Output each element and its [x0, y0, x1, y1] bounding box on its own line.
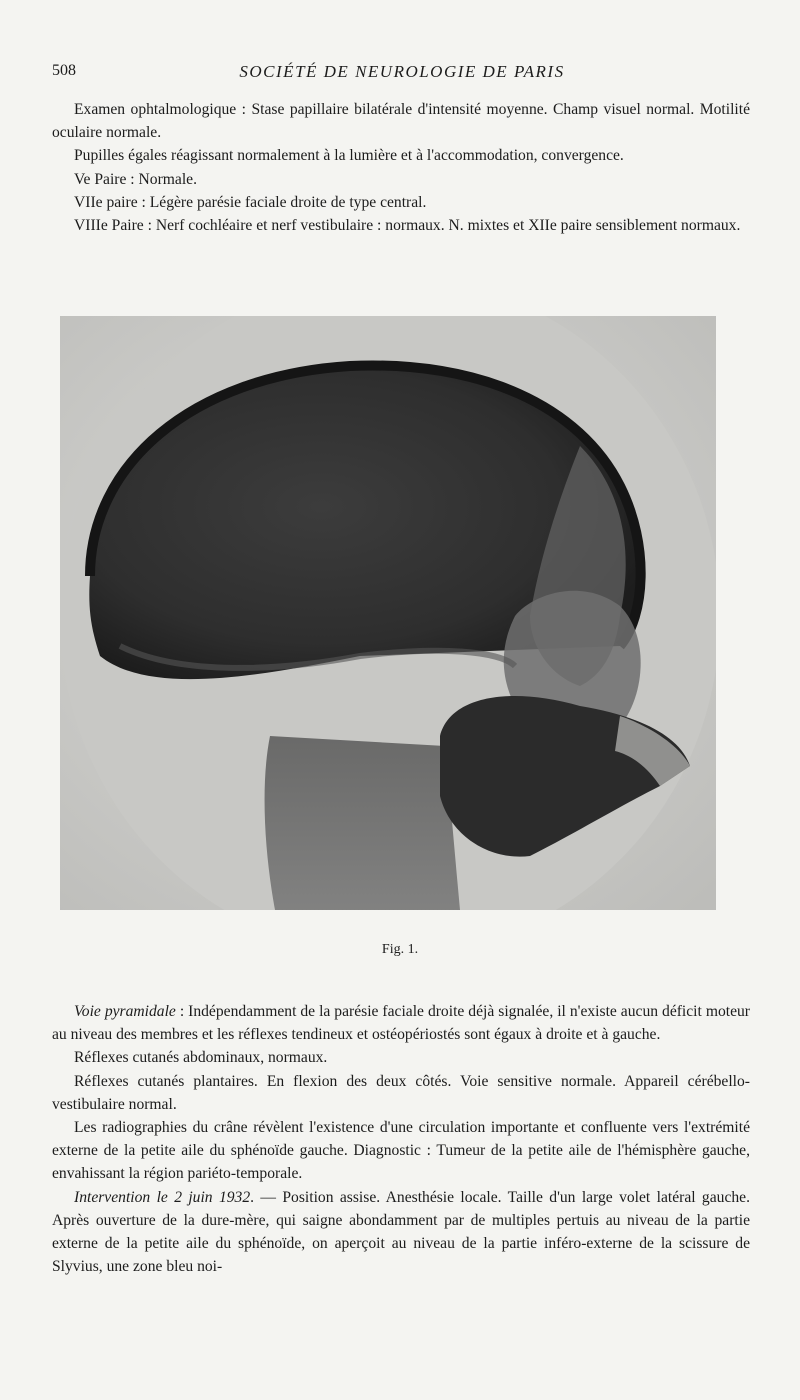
paragraph-seventh-nerve: VIIe paire : Légère parésie faciale droite de type central.: [74, 193, 427, 211]
top-text-block: [52, 98, 750, 237]
page-header: [52, 62, 752, 86]
voie-pyramidale-text: : Indépendamment de la parésie faciale droite déjà signalée, il n'existe aucun déficit moteur au niveau des membres et les réflexes tendineux et ostéopériostés sont égaux à droite et à gauche.: [52, 1003, 750, 1044]
page-number: 508: [52, 62, 76, 79]
paragraph-radiographies: Les radiographies du crâne révèlent l'existence d'une circulation importante et confluente vers l'extrémité externe de la petite aile du sphénoïde gauche. Diagnostic : Tumeur de la petite aile de l'hémisphère gauche, envahissant la région pariéto-temporale.: [52, 1119, 750, 1183]
paragraph-pupils: Pupilles égales réagissant normalement à la lumière et à l'accommodation, convergence.: [74, 147, 624, 165]
voie-pyramidale-label: Voie pyramidale: [74, 1003, 176, 1020]
intervention-text: . — Position assise. Anesthésie locale. Taille d'un large volet latéral gauche. Après ouverture de la dure-mère, qui saigne abondamment par de multiples pertuis au niveau de la partie externe de la petite aile du sphénoïde, on aperçoit au niveau de la partie inféro-externe de la scissure de Slyvius, une zone bleu noi-: [52, 1188, 750, 1276]
intervention-label: Intervention le 2 juin 1932: [74, 1188, 251, 1206]
paragraph-eighth-nerve: VIIIe Paire : Nerf cochléaire et nerf vestibulaire : normaux. N. mixtes et XIIe paire sensiblement normaux.: [74, 217, 741, 235]
paragraph-abdominal-reflexes: Réflexes cutanés abdominaux, normaux.: [74, 1049, 328, 1067]
paragraph-voie-pyramidale: [52, 1000, 750, 1046]
paragraph-fifth-nerve: Ve Paire : Normale.: [74, 170, 197, 188]
running-title: SOCIÉTÉ DE NEUROLOGIE DE PARIS: [239, 62, 565, 81]
paragraph-plantar-reflexes: Réflexes cutanés plantaires. En flexion des deux côtés. Voie sensitive normale. Appareil cérébello-vestibulaire normal.: [52, 1072, 750, 1113]
paragraph-ophthalmology: Examen ophtalmologique : Stase papillaire bilatérale d'intensité moyenne. Champ visuel normal. Motilité oculaire normale.: [52, 101, 750, 142]
paragraph-intervention: [52, 1186, 750, 1279]
skull-radiograph-figure: [60, 316, 716, 910]
figure-caption: Fig. 1.: [381, 942, 419, 957]
bottom-text-block: [52, 1000, 750, 1278]
skull-radiograph-image: [60, 316, 716, 910]
